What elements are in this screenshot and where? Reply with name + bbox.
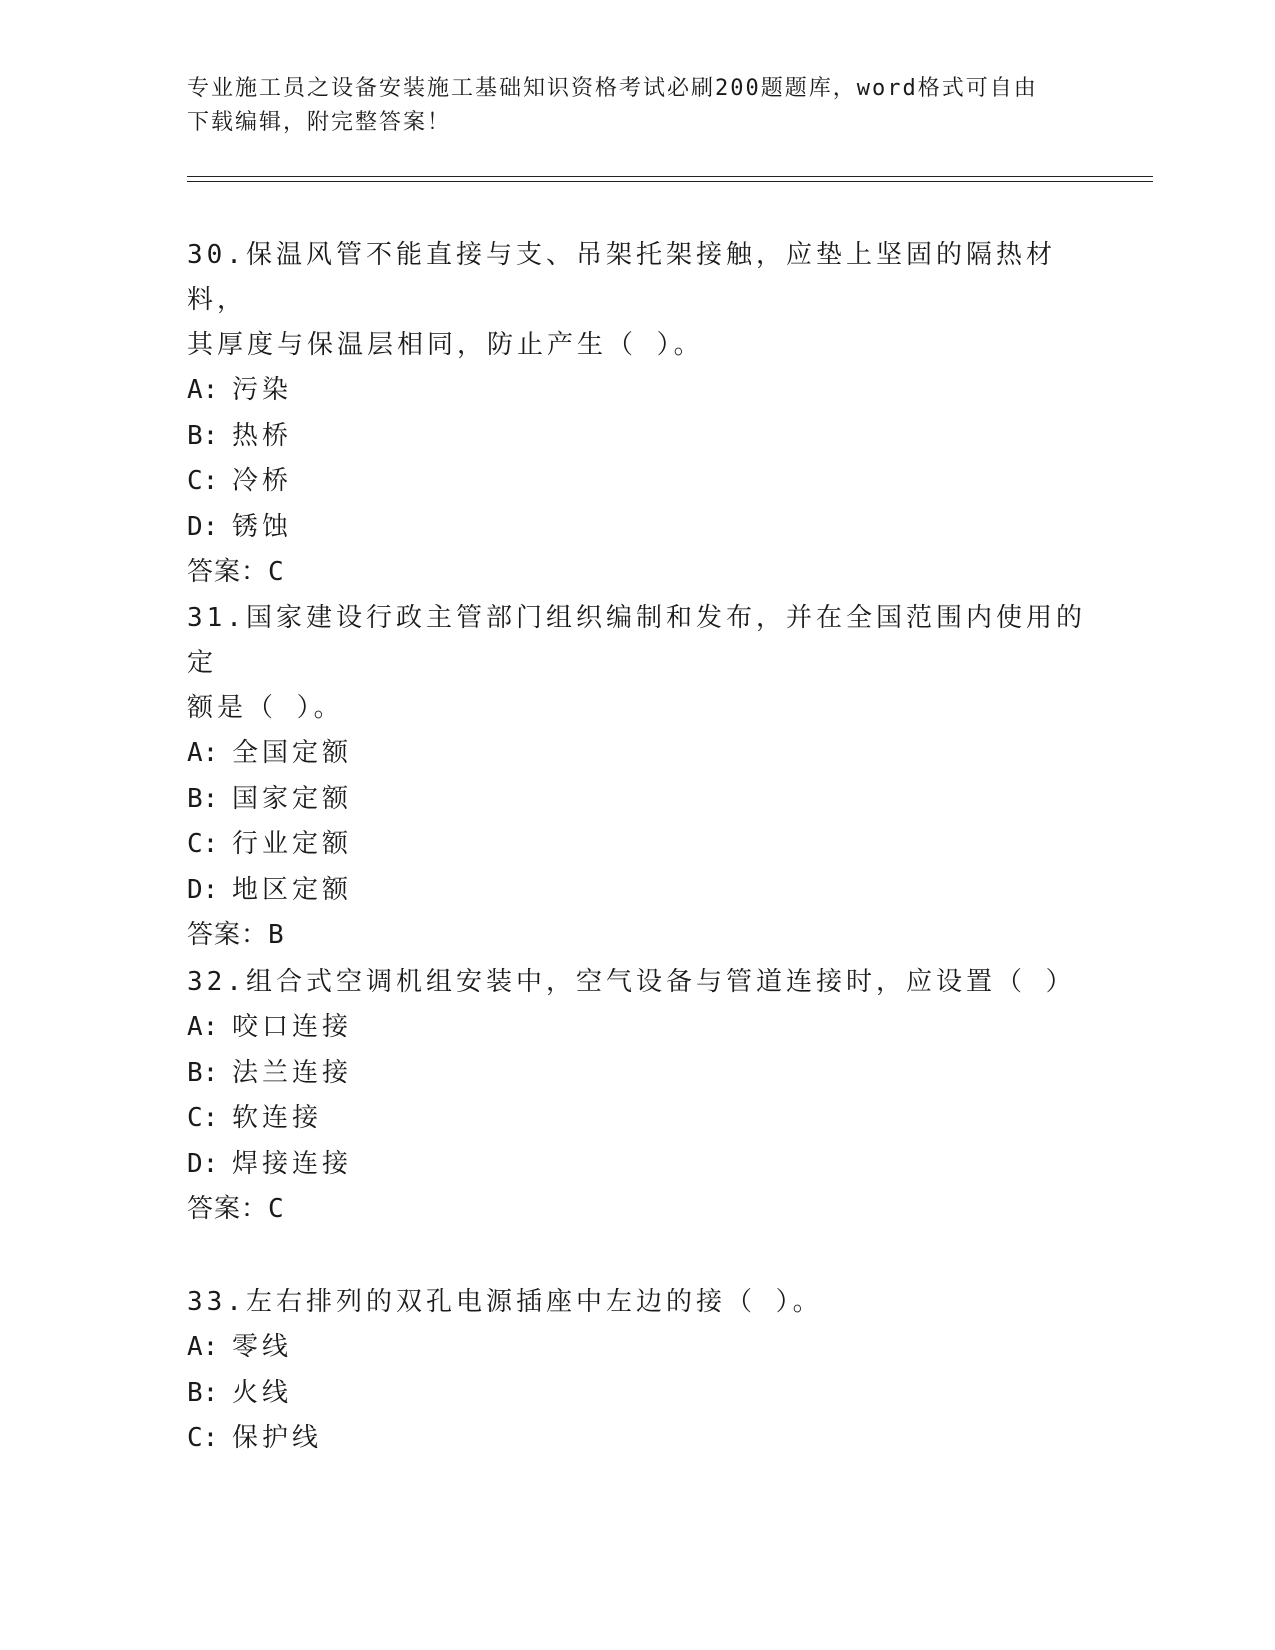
option-letter: A: (187, 1332, 219, 1362)
option-text: 保护线 (232, 1423, 323, 1453)
option-letter: C: (187, 466, 219, 496)
option-b (187, 1051, 1087, 1097)
header-line-1: 专业施工员之设备安装施工基础知识资格考试必刷200题题库，word格式可自由 (187, 76, 1038, 101)
option-c (187, 822, 1087, 868)
option-text: 行业定额 (232, 829, 353, 859)
question-text-line: 额是（ ）。 (187, 693, 344, 723)
option-a (187, 1325, 1087, 1371)
question-text-line: 32.组合式空调机组安装中，空气设备与管道连接时，应设置（ ） (187, 967, 1076, 997)
option-d (187, 505, 1087, 551)
question-31 (187, 596, 1087, 959)
option-a (187, 1005, 1087, 1051)
option-text: 火线 (232, 1377, 293, 1408)
header-divider-bottom (187, 181, 1153, 182)
option-a (187, 368, 1087, 414)
question-32 (187, 960, 1087, 1233)
option-text: 软连接 (232, 1103, 323, 1133)
option-a (187, 731, 1087, 777)
option-letter: B: (187, 420, 219, 451)
option-text: 焊接连接 (232, 1148, 353, 1179)
option-text: 锈蚀 (232, 511, 293, 542)
option-letter: D: (187, 874, 219, 905)
answer-label: 答案：C (187, 1194, 285, 1224)
question-text-line: 其厚度与保温层相同，防止产生（ ）。 (187, 330, 704, 360)
question-33 (187, 1280, 1087, 1462)
option-text: 热桥 (232, 420, 293, 451)
option-text: 冷桥 (232, 466, 293, 496)
option-letter: C: (187, 1423, 219, 1453)
option-letter: C: (187, 829, 219, 859)
question-text-line: 30.保温风管不能直接与支、吊架托架接触，应垫上坚固的隔热材料， (187, 240, 1056, 315)
option-letter: B: (187, 783, 219, 814)
option-letter: A: (187, 375, 219, 405)
option-c (187, 459, 1087, 505)
question-text-line: 31.国家建设行政主管部门组织编制和发布，并在全国范围内使用的定 (187, 603, 1086, 678)
option-text: 污染 (232, 375, 293, 405)
option-b (187, 777, 1087, 823)
option-text: 零线 (232, 1332, 293, 1362)
option-c (187, 1096, 1087, 1142)
header-divider-top (187, 176, 1153, 177)
answer-label: 答案：B (187, 920, 285, 950)
option-d (187, 1142, 1087, 1188)
question-text-line: 33.左右排列的双孔电源插座中左边的接（ ）。 (187, 1287, 823, 1317)
option-b (187, 414, 1087, 460)
question-30 (187, 233, 1087, 596)
option-letter: B: (187, 1377, 219, 1408)
option-text: 法兰连接 (232, 1057, 353, 1088)
option-letter: A: (187, 1012, 219, 1042)
option-letter: D: (187, 1148, 219, 1179)
option-text: 国家定额 (232, 783, 353, 814)
option-c (187, 1416, 1087, 1462)
option-letter: B: (187, 1057, 219, 1088)
option-letter: C: (187, 1103, 219, 1133)
option-b (187, 1371, 1087, 1417)
option-text: 全国定额 (232, 738, 353, 768)
option-letter: D: (187, 511, 219, 542)
document-header (187, 72, 1087, 140)
answer-label: 答案：C (187, 557, 285, 587)
option-letter: A: (187, 738, 219, 768)
header-line-2: 下载编辑，附完整答案！ (187, 110, 452, 135)
option-text: 地区定额 (232, 874, 353, 905)
option-d (187, 868, 1087, 914)
option-text: 咬口连接 (232, 1012, 353, 1042)
